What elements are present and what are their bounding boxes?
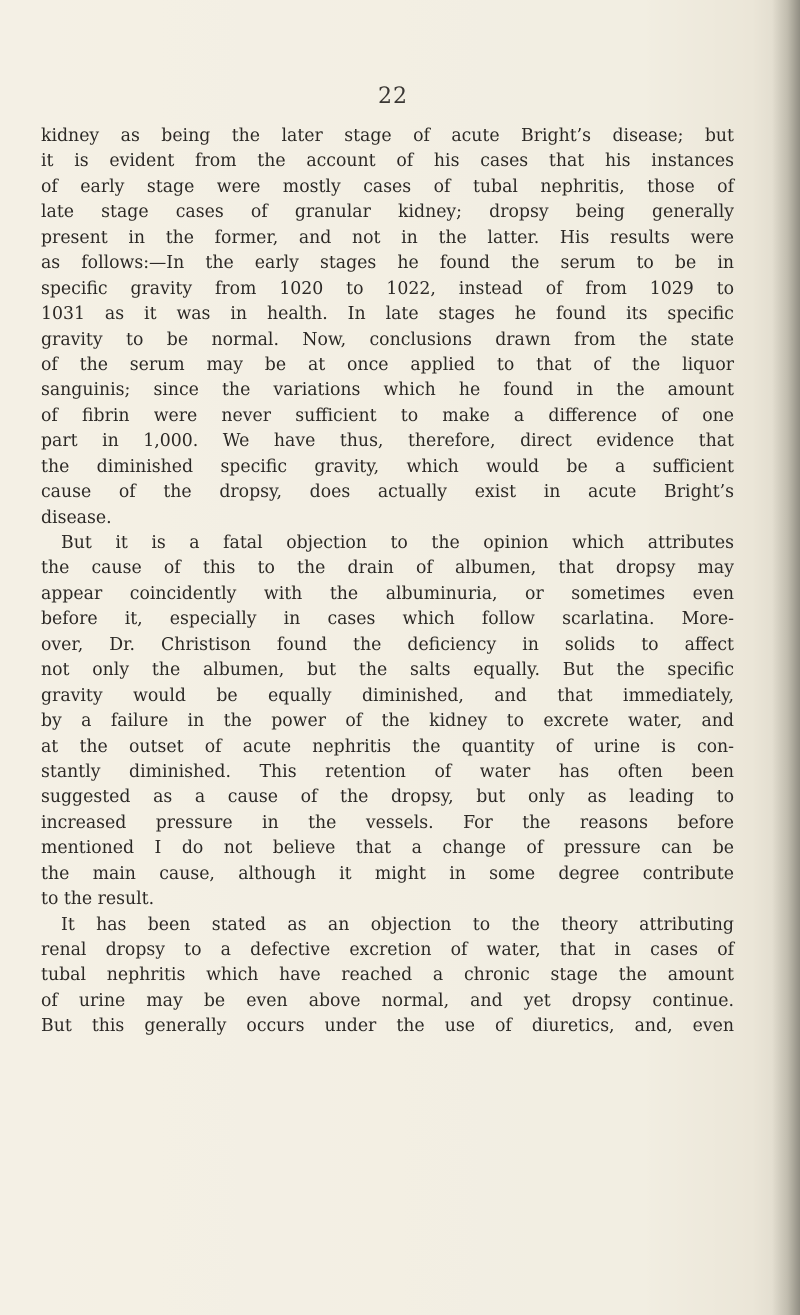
text-line: stantly diminished. This retention of water has often been bbox=[41, 761, 734, 782]
body-text bbox=[41, 124, 734, 1040]
text-line: cause of the dropsy, does actually exist in acute Bright’s bbox=[41, 482, 734, 503]
text-line: the diminished specific gravity, which would be a sufficient bbox=[41, 456, 734, 477]
text-line: gravity would be equally diminished, and that immediately, bbox=[41, 685, 734, 706]
text-line: renal dropsy to a defective excretion of water, that in cases of bbox=[41, 940, 734, 960]
text-line: gravity to be normal. Now, conclusions drawn from the state bbox=[41, 329, 734, 350]
text-line: tubal nephritis which have reached a chronic stage the amount bbox=[41, 965, 734, 986]
text-line: at the outset of acute nephritis the quantity of urine is con- bbox=[41, 736, 734, 757]
text-line: 1031 as it was in health. In late stages he found its specific bbox=[41, 304, 734, 325]
text-line: it is evident from the account of his cases that his instances bbox=[41, 151, 734, 172]
text-line: the cause of this to the drain of albumen, that dropsy may bbox=[41, 558, 734, 579]
text-line: But it is a fatal objection to the opinion which attributes bbox=[61, 533, 734, 553]
text-line: disease. bbox=[41, 507, 112, 528]
text-line: increased pressure in the vessels. For the reasons before bbox=[41, 812, 734, 833]
text-line: over, Dr. Christison found the deficiency in solids to affect bbox=[41, 634, 734, 655]
text-line: kidney as being the later stage of acute Bright’s disease; but bbox=[41, 126, 734, 146]
text-line: suggested as a cause of the dropsy, but only as leading to bbox=[41, 787, 734, 808]
text-line: by a failure in the power of the kidney to excrete water, and bbox=[41, 711, 734, 732]
text-line: of early stage were mostly cases of tubal nephritis, those of bbox=[41, 176, 734, 197]
text-line: not only the albumen, but the salts equally. But the specific bbox=[41, 660, 734, 681]
text-line: It has been stated as an objection to the theory attributing bbox=[61, 914, 734, 935]
text-line: sanguinis; since the variations which he found in the amount bbox=[41, 380, 734, 401]
text-line: of the serum may be at once applied to that of the liquor bbox=[41, 354, 734, 375]
text-line: as follows:—In the early stages he found the serum to be in bbox=[41, 253, 734, 274]
text-line: to the result. bbox=[41, 889, 155, 910]
text-line: But this generally occurs under the use of diuretics, and, even bbox=[41, 1016, 734, 1037]
text-line: specific gravity from 1020 to 1022, instead of from 1029 to bbox=[41, 278, 734, 299]
text-line: of fibrin were never sufficient to make a difference of one bbox=[41, 405, 734, 426]
text-line: mentioned I do not believe that a change of pressure can be bbox=[41, 838, 734, 859]
text-line: appear coincidently with the albuminuria, or sometimes even bbox=[41, 583, 734, 604]
text-line: late stage cases of granular kidney; dropsy being generally bbox=[41, 202, 734, 223]
text-line: present in the former, and not in the latter. His results were bbox=[41, 227, 734, 248]
page-number: 22 bbox=[378, 84, 408, 109]
text-line: part in 1,000. We have thus, therefore, direct evidence that bbox=[41, 431, 734, 452]
text-line: of urine may be even above normal, and yet dropsy continue. bbox=[41, 990, 734, 1011]
text-line: the main cause, although it might in some degree contribute bbox=[41, 863, 734, 884]
text-line: before it, especially in cases which follow scarlatina. More- bbox=[41, 609, 734, 630]
page-binding-edge bbox=[772, 0, 800, 1315]
